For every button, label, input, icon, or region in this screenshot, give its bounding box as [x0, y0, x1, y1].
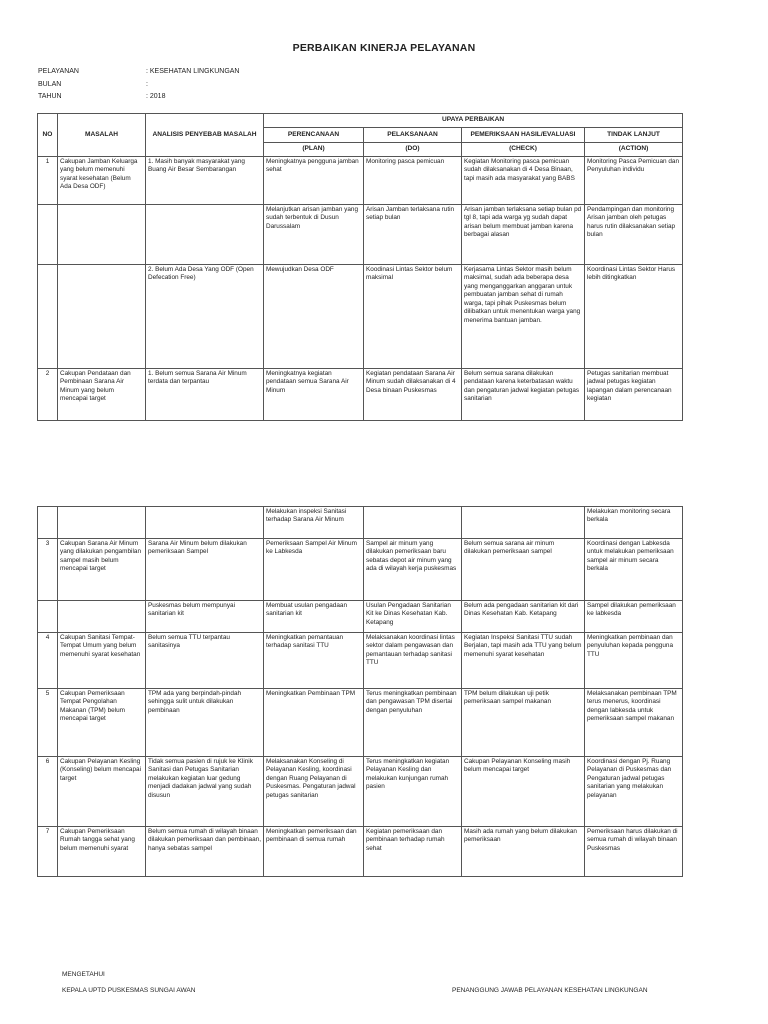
cell-do: Terus meningkatkan pembinaan dan pengawasan TPM disertai dengan penyuluhan — [364, 689, 462, 757]
table-row — [38, 757, 683, 827]
meta-label: PELAYANAN — [38, 68, 79, 75]
cell-analisis: 2. Belum Ada Desa Yang ODF (Open Defecation Free) — [146, 265, 264, 369]
cell-no: 4 — [38, 633, 58, 689]
header-check: (CHECK) — [462, 143, 585, 157]
cell-plan: Melanjutkan arisan jamban yang sudah terbentuk di Dusun Darussalam — [264, 205, 364, 265]
cell-masalah: Cakupan Pelayanan Kesling (Konseling) belum mencapai target — [58, 757, 146, 827]
meta-row-bulan — [38, 81, 239, 94]
cell-analisis: Puskesmas belum mempunyai sanitarian kit — [146, 601, 264, 633]
cell-plan: Melakukan inspeksi Sanitasi terhadap Sarana Air Minum — [264, 507, 364, 539]
cell-check: Belum semua sarana air minum dilakukan pemeriksaan sampel — [462, 539, 585, 601]
cell-plan: Pemeriksaan Sampel Air Minum ke Labkesda — [264, 539, 364, 601]
cell-masalah: Cakupan Sanitasi Tempat-Tempat Umum yang belum memenuhi syarat kesehatan — [58, 633, 146, 689]
meta-row-pelayanan — [38, 68, 239, 81]
table-row — [38, 601, 683, 633]
table-row — [38, 205, 683, 265]
header-tindak-lanjut: TINDAK LANJUT — [585, 128, 683, 143]
cell-check: TPM belum dilakukan uji petik pemeriksaan sampel makanan — [462, 689, 585, 757]
cell-no — [38, 507, 58, 539]
cell-no — [38, 601, 58, 633]
header-action: (ACTION) — [585, 143, 683, 157]
cell-do — [364, 507, 462, 539]
cell-action: Pendampingan dan monitoring Arisan jamban oleh petugas harus rutin dilaksanakan setiap bulan — [585, 205, 683, 265]
table-row — [38, 689, 683, 757]
meta-value: : KESEHATAN LINGKUNGAN — [146, 68, 240, 75]
cell-plan: Meningkatnya pengguna jamban sehat — [264, 157, 364, 205]
cell-check — [462, 507, 585, 539]
cell-do: Arisan Jamban terlaksana rutin setiap bulan — [364, 205, 462, 265]
table-row — [38, 539, 683, 601]
cell-check: Masih ada rumah yang belum dilakukan pemeriksaan — [462, 827, 585, 877]
cell-no: 5 — [38, 689, 58, 757]
meta-label: TAHUN — [38, 93, 62, 100]
meta-label: BULAN — [38, 80, 62, 88]
cell-plan: Membuat usulan pengadaan sanitarian kit — [264, 601, 364, 633]
cell-plan: Meningkatkan Pembinaan TPM — [264, 689, 364, 757]
cell-analisis — [146, 205, 264, 265]
cell-no: 1 — [38, 157, 58, 205]
footer-mengetahui: MENGETAHUI — [62, 971, 105, 978]
header-masalah: MASALAH — [58, 114, 146, 157]
cell-check: Kegiatan Inspeksi Sanitasi TTU sudah Berjalan, tapi masih ada TTU yang belum memenuhi syarat kesehatan — [462, 633, 585, 689]
cell-masalah — [58, 601, 146, 633]
cell-action: Koordinasi dengan Labkesda untuk melakukan pemeriksaan sampel air minum secara berkala — [585, 539, 683, 601]
cell-do: Kegiatan pendataan Sarana Air Minum sudah dilaksanakan di 4 Desa binaan Puskesmas — [364, 369, 462, 421]
cell-no — [38, 265, 58, 369]
cell-masalah: Cakupan Jamban Keluarga yang belum memenuhi syarat kesehatan (Belum Ada Desa ODF) — [58, 157, 146, 205]
cell-check: Cakupan Pelayanan Konseling masih belum mencapai target — [462, 757, 585, 827]
cell-plan: Melaksanakan Konseling di Pelayanan Kesling, koordinasi dengan Ruang Pelayanan di Puskesmas. Pengaturan jadwal petugas sanitarian — [264, 757, 364, 827]
cell-analisis: 1. Masih banyak masyarakat yang Buang Air Besar Sembarangan — [146, 157, 264, 205]
meta-value: : — [146, 80, 148, 88]
table-row — [38, 827, 683, 877]
improvement-table-page-1 — [37, 113, 683, 421]
cell-plan: Meningkatkan pemantauan terhadap sanitasi TTU — [264, 633, 364, 689]
cell-analisis: TPM ada yang berpindah-pindah sehingga sulit untuk dilakukan pembinaan — [146, 689, 264, 757]
cell-masalah: Cakupan Pemeriksaan Rumah tangga sehat yang belum memenuhi syarat — [58, 827, 146, 877]
footer-kepala: KEPALA UPTD PUSKESMAS SUNGAI AWAN — [62, 987, 196, 994]
cell-masalah: Cakupan Sarana Air Minum yang dilakukan pengambilan sampel masih belum mencapai target — [58, 539, 146, 601]
cell-action: Monitoring Pasca Pemicuan dan Penyuluhan individu — [585, 157, 683, 205]
table-row — [38, 369, 683, 421]
cell-action: Sampel dilakukan pemeriksaan ke labkesda — [585, 601, 683, 633]
cell-check: Belum semua sarana dilakukan pendataan karena keterbatasan waktu dan pengaturan jadwal kegiatan petugas sanitarian — [462, 369, 585, 421]
cell-no: 6 — [38, 757, 58, 827]
table-row — [38, 265, 683, 369]
header-upaya-perbaikan: UPAYA PERBAIKAN — [264, 114, 683, 128]
cell-action: Melaksanakan pembinaan TPM terus menerus, koordinasi dengan labkesda untuk pemeriksaan sampel makanan — [585, 689, 683, 757]
meta-value: : 2018 — [146, 93, 166, 100]
cell-masalah: Cakupan Pendataan dan Pembinaan Sarana Air Minum yang belum mencapai target — [58, 369, 146, 421]
cell-check: Belum ada pengadaan sanitarian kit dari Dinas Kesehatan Kab. Ketapang — [462, 601, 585, 633]
footer-penanggung-jawab: PENANGGUNG JAWAB PELAYANAN KESEHATAN LINGKUNGAN — [452, 987, 648, 994]
cell-no: 2 — [38, 369, 58, 421]
cell-action: Koordinasi dengan Pj. Ruang Pelayanan di Puskesmas dan Pengaturan jadwal petugas sanitarian yang melakukan pelayanan — [585, 757, 683, 827]
cell-check: Arisan jamban terlaksana setiap bulan pd tgl 8, tapi ada warga yg sudah dapat arisan belum membuat jamban karena berbagai alasan — [462, 205, 585, 265]
cell-no: 3 — [38, 539, 58, 601]
cell-action: Petugas sanitarian membuat jadwal petugas kegiatan lapangan dalam perencanaan kegiatan — [585, 369, 683, 421]
cell-do: Terus meningkatkan kegiatan Pelayanan Kesling dan melakukan kunjungan rumah pasien — [364, 757, 462, 827]
cell-do: Usulan Pengadaan Sanitarian Kit ke Dinas Kesehatan Kab. Ketapang — [364, 601, 462, 633]
cell-action: Melakukan monitoring secara berkala — [585, 507, 683, 539]
document-meta — [38, 68, 239, 106]
header-perencanaan: PERENCANAAN — [264, 128, 364, 143]
cell-masalah — [58, 507, 146, 539]
cell-do: Kegiatan pemeriksaan dan pembinaan terhadap rumah sehat — [364, 827, 462, 877]
cell-analisis: Belum semua rumah di wilayah binaan dilakukan pemeriksaan dan pembinaan, hanya sebatas sampel — [146, 827, 264, 877]
cell-action: Meningkatkan pembinaan dan penyuluhan kepada pengguna TTU — [585, 633, 683, 689]
cell-masalah — [58, 205, 146, 265]
table-row — [38, 507, 683, 539]
cell-action: Pemeriksaan harus dilakukan di semua rumah di wilayah binaan Puskesmas — [585, 827, 683, 877]
header-analisis: ANALISIS PENYEBAB MASALAH — [146, 114, 264, 157]
cell-analisis: Tidak semua pasien di rujuk ke Klinik Sanitasi dan Petugas Sanitarian melakukan kegiatan luar gedung menjadi dadakan jadwal yang sudah disusun — [146, 757, 264, 827]
table-row — [38, 633, 683, 689]
cell-check: Kegiatan Monitoring pasca pemicuan sudah dilaksanakan di 4 Desa Binaan, tapi masih ada masyarakat yang BABS — [462, 157, 585, 205]
cell-plan: Mewujudkan Desa ODF — [264, 265, 364, 369]
cell-do: Monitoring pasca pemicuan — [364, 157, 462, 205]
table-row — [38, 157, 683, 205]
meta-row-tahun — [38, 93, 239, 106]
header-plan: (PLAN) — [264, 143, 364, 157]
cell-analisis: 1. Belum semua Sarana Air Minum terdata dan terpantau — [146, 369, 264, 421]
cell-analisis — [146, 507, 264, 539]
cell-plan: Meningkatkan pemeriksaan dan pembinaan di semua rumah — [264, 827, 364, 877]
cell-no: 7 — [38, 827, 58, 877]
cell-action: Koordinasi Lintas Sektor Harus lebih ditingkatkan — [585, 265, 683, 369]
cell-plan: Meningkatnya kegiatan pendataan semua Sarana Air Minum — [264, 369, 364, 421]
cell-do: Koodinasi Lintas Sektor belum maksimal — [364, 265, 462, 369]
cell-analisis: Belum semua TTU terpantau sanitasinya — [146, 633, 264, 689]
cell-masalah: Cakupan Pemeriksaan Tempat Pengolahan Makanan (TPM) belum mencapai target — [58, 689, 146, 757]
header-do: (DO) — [364, 143, 462, 157]
header-pemeriksaan: PEMERIKSAAN HASIL/EVALUASI — [462, 128, 585, 143]
cell-check: Kerjasama Lintas Sektor masih belum maksimal, sudah ada beberapa desa yang menganggarkan anggaran untuk pembuatan jamban sehat di rumah warga, tapi pihak Puskesmas belum dilibatkan untuk menentukan warga yang menerima bantuan jamban. — [462, 265, 585, 369]
header-pelaksanaan: PELAKSANAAN — [364, 128, 462, 143]
cell-no — [38, 205, 58, 265]
improvement-table-page-2 — [37, 506, 683, 877]
cell-do: Sampel air minum yang dilakukan pemeriksaan baru sebatas depot air minum yang ada di wilayah kerja puskesmas — [364, 539, 462, 601]
document-title: PERBAIKAN KINERJA PELAYANAN — [292, 42, 476, 54]
cell-do: Melaksanakan koordinasi lintas sektor dalam pengawasan dan pemantauan terhadap sanitasi TTU — [364, 633, 462, 689]
header-no: NO — [38, 114, 58, 157]
cell-analisis: Sarana Air Minum belum dilakukan pemeriksaan Sampel — [146, 539, 264, 601]
cell-masalah — [58, 265, 146, 369]
